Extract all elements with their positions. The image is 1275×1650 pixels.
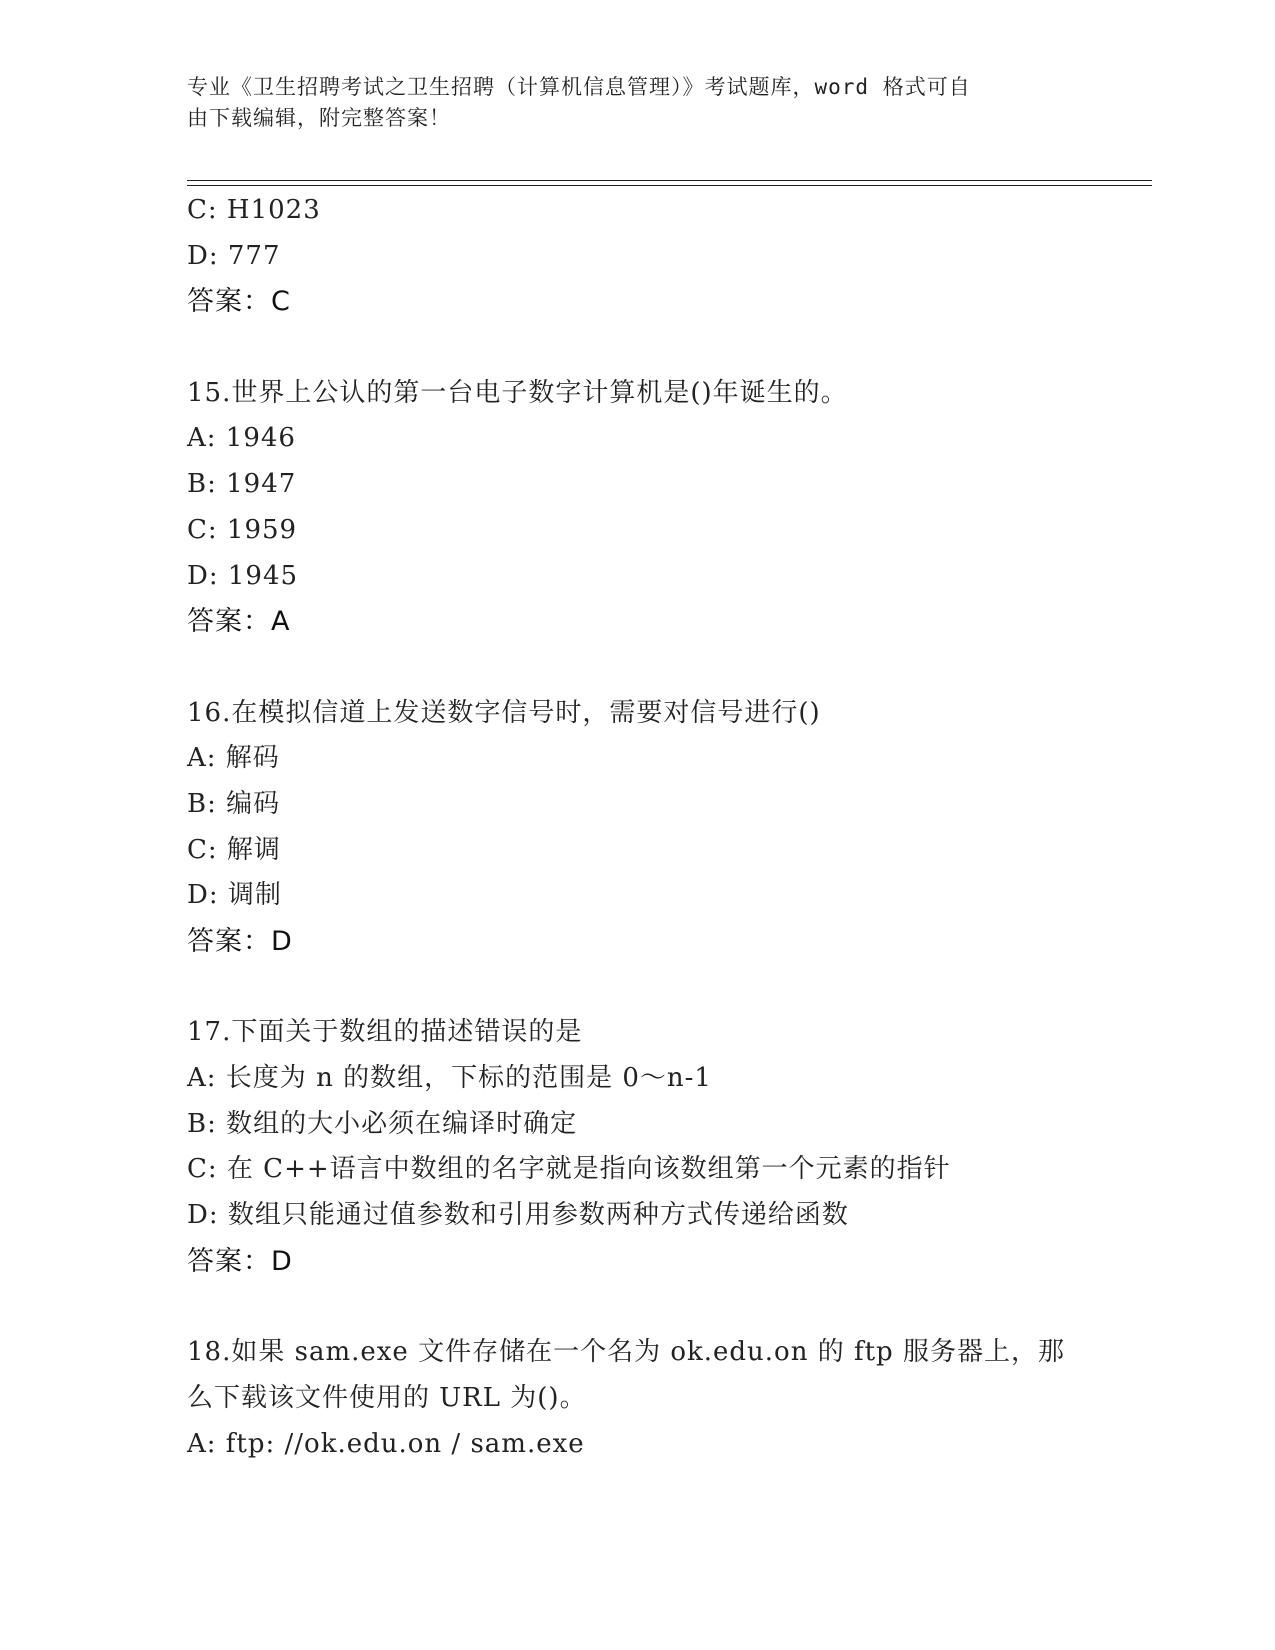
document-header [187, 72, 1067, 134]
question-list [187, 188, 1087, 1467]
option-c: C: 解调 [187, 834, 281, 865]
question-text: 16.在模拟信道上发送数字信号时，需要对信号进行() [187, 697, 821, 728]
question-15 [187, 371, 1087, 645]
option-b: B: 数组的大小必须在编译时确定 [187, 1108, 578, 1139]
option-a: A: 1946 [187, 423, 296, 454]
spacer [187, 645, 1087, 691]
header-rule-top [187, 180, 1152, 181]
option-a: A: 长度为 n 的数组，下标的范围是 0～n-1 [187, 1063, 712, 1094]
option-d: D: 777 [187, 240, 281, 271]
answer-line: 答案：C [187, 286, 291, 318]
option-d: D: 调制 [187, 880, 282, 911]
question-text-line-1: 18.如果 sam.exe 文件存储在一个名为 ok.edu.on 的 ftp 服务器上，那 [187, 1337, 1065, 1368]
option-c: C: 1959 [187, 514, 298, 545]
spacer [187, 965, 1087, 1011]
spacer [187, 1285, 1087, 1331]
answer-line: 答案：D [187, 1245, 293, 1277]
question-text: 15.世界上公认的第一台电子数字计算机是()年诞生的。 [187, 377, 848, 408]
option-d: D: 数组只能通过值参数和引用参数两种方式传递给函数 [187, 1200, 849, 1231]
question-16 [187, 691, 1087, 965]
spacer [187, 325, 1087, 371]
option-c: C: H1023 [187, 195, 321, 225]
option-c: C: 在 C++语言中数组的名字就是指向该数组第一个元素的指针 [187, 1154, 951, 1185]
question-text-line-2: 么下载该文件使用的 URL 为()。 [187, 1382, 587, 1413]
answer-line: 答案：D [187, 926, 293, 957]
header-line-1: 专业《卫生招聘考试之卫生招聘（计算机信息管理）》考试题库，word 格式可自 [187, 75, 971, 99]
option-d: D: 1945 [187, 560, 299, 591]
answer-line: 答案：A [187, 606, 291, 638]
header-rule-bottom [187, 185, 1152, 186]
question-14-tail [187, 188, 1087, 325]
option-b: B: 1947 [187, 469, 297, 500]
option-a: A: ftp: //ok.edu.on / sam.exe [187, 1428, 585, 1459]
question-text: 17.下面关于数组的描述错误的是 [187, 1017, 583, 1048]
header-line-2: 由下载编辑，附完整答案！ [187, 106, 451, 130]
option-b: B: 编码 [187, 788, 281, 819]
question-18 [187, 1330, 1087, 1467]
option-a: A: 解码 [187, 743, 280, 774]
question-17 [187, 1010, 1087, 1284]
